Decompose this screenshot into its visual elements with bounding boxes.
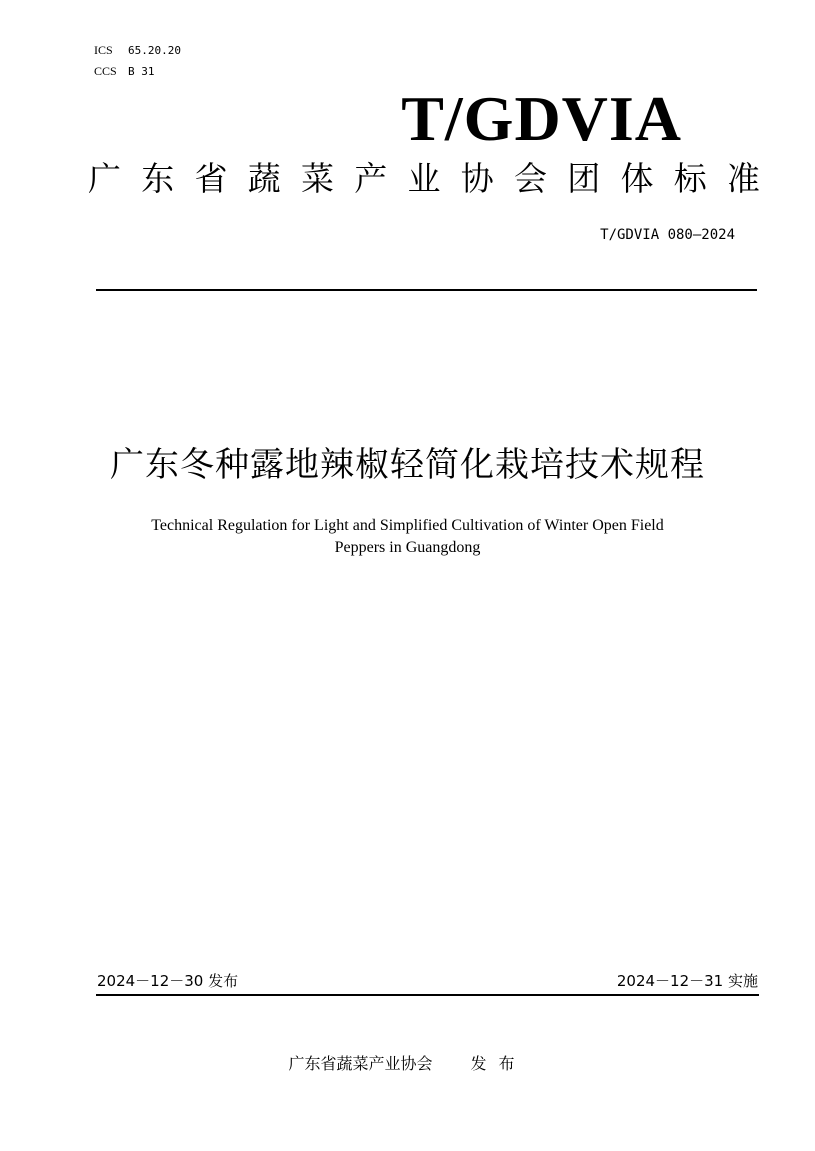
org-char: 体 <box>620 159 654 198</box>
document-title-chinese: 广东冬种露地辣椒轻简化栽培技术规程 <box>110 445 705 485</box>
ics-label: ICS <box>94 43 113 57</box>
org-char: 标 <box>673 159 707 198</box>
top-divider <box>96 289 757 291</box>
implementation-date: 2024－12－31 实施 <box>616 972 758 990</box>
org-char: 广 <box>88 159 121 198</box>
title-en-line-1: Technical Regulation for Light and Simplified Cultivation of Winter Open Field <box>151 517 664 534</box>
org-char: 会 <box>514 159 547 198</box>
document-title-english <box>100 515 715 559</box>
brand-logo-text: T/GDVIA <box>401 83 682 154</box>
ics-value: 65.20.20 <box>128 44 181 57</box>
publisher-line <box>0 1052 815 1076</box>
ics-code-row <box>94 40 181 61</box>
org-char: 团 <box>567 159 601 198</box>
ccs-value: B 31 <box>128 65 155 78</box>
publish-date: 2024－12－30 发布 <box>97 972 239 990</box>
org-char: 准 <box>727 159 760 198</box>
bottom-divider <box>96 994 759 996</box>
organization-standard-heading <box>88 158 760 200</box>
org-char: 协 <box>460 159 494 198</box>
ccs-label: CCS <box>94 64 117 78</box>
classification-codes <box>94 40 181 82</box>
org-char: 省 <box>194 159 228 198</box>
title-en-line-2: Peppers in Guangdong <box>334 539 481 556</box>
publisher-name: 广东省蔬菜产业协会 <box>288 1054 433 1073</box>
org-char: 菜 <box>301 159 334 198</box>
org-char: 蔬 <box>247 159 281 198</box>
org-char: 业 <box>407 159 441 198</box>
org-char: 东 <box>141 159 175 198</box>
standard-number: T/GDVIA 080—2024 <box>600 227 735 243</box>
org-char: 产 <box>354 159 388 198</box>
ccs-code-row <box>94 61 181 82</box>
publisher-action: 发布 <box>470 1054 527 1073</box>
